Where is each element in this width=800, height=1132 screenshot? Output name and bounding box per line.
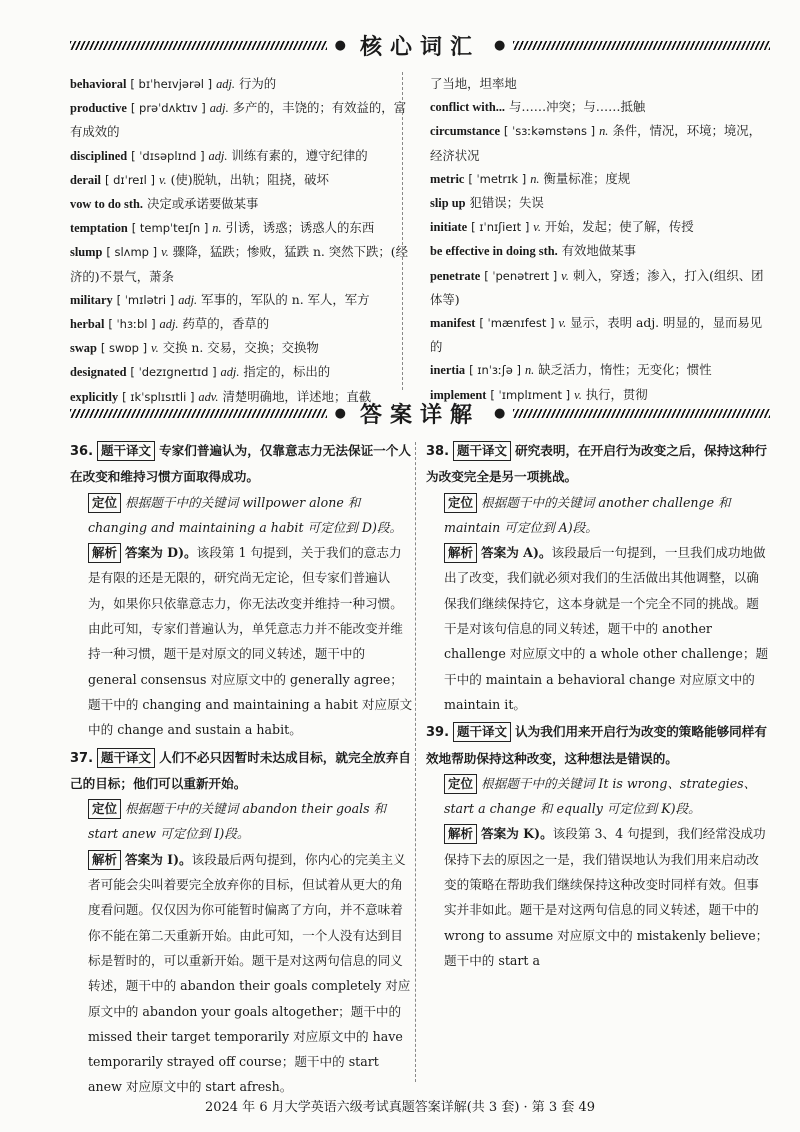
vocab-entry: [70, 168, 410, 192]
column-divider: [415, 442, 416, 1082]
analysis-text: 该段最后一句提到，一旦我们成功地做出了改变，我们就必须对我们的生活做出其他调整，以确保我们继续保持它，这本身就是一个完全不同的挑战。题干是对该句信息的同义转述，题干中的 another challenge 对应原文中的 a whole other challenge；题干中的 maintain a behavioral change 对应原文中的 maintain it。: [444, 545, 769, 712]
vocab-entry: [70, 312, 410, 336]
vocab-def: 条件，情况，环境；境况，经济状况: [430, 123, 762, 163]
vocab-def: 训练有素的，遵守纪律的: [231, 147, 368, 163]
vocab-phon: [ ɪkˈsplɪsɪtli ]: [122, 389, 195, 404]
vocab-entry: [70, 72, 410, 96]
vocab-pos: adj.: [209, 101, 229, 116]
hatch-right: [513, 41, 770, 50]
section-header-answers: [70, 396, 770, 430]
vocab-def: 清楚明确地，详述地；直截: [222, 388, 372, 404]
question-translation: 认为我们用来开启行为改变的策略能够同样有效地帮助保持这种改变，这种想法是错误的。: [426, 724, 767, 766]
vocab-phon: [ ˈɪmplɪment ]: [490, 387, 571, 402]
vocab-entry: [430, 311, 770, 358]
vocab-pos: v.: [558, 316, 567, 331]
column-divider: [402, 72, 403, 390]
vocab-def: 执行，贯彻: [585, 386, 648, 402]
vocab-def: 与……冲突；与……抵触: [508, 99, 646, 115]
vocab-pos: adj.: [220, 365, 240, 380]
vocab-def: 开始，发起；使了解，传授: [544, 219, 694, 235]
vocab-word: manifest: [430, 316, 476, 331]
vocab-column-left: [70, 72, 410, 404]
answer-text: 答案为 I)。: [125, 851, 192, 867]
answer-column-left: [70, 438, 414, 1102]
question-translation: 专家们普遍认为，仅靠意志力无法保证一个人在改变和维持习惯方面取得成功。: [70, 443, 411, 485]
hatch-left: [70, 409, 327, 418]
analysis-label: 解析: [444, 543, 477, 563]
bullet-icon: ●: [334, 405, 346, 421]
answer-column-right: [426, 438, 770, 1102]
page-footer: 2024 年 6 月大学英语六级考试真题答案详解(共 3 套) · 第 3 套 49: [204, 1100, 596, 1115]
vocab-def: 显示，表明 adj. 明显的，显而易见的: [430, 315, 763, 355]
vocab-word: metric: [430, 171, 465, 186]
vocab-word: slip up: [430, 196, 466, 211]
vocab-word: explicitly: [70, 389, 119, 404]
vocab-def: 指定的，标出的: [243, 364, 331, 380]
vocab-pos: adj.: [178, 292, 198, 307]
analysis-text: 该段最后两句提到，你内心的完美主义者可能会尖叫着要完全放弃你的目标，但试着从更大的角度看问题。仅仅因为你可能暂时偏离了方向，并不意味着你不能在第二天重新开始。由此可知，一个人没有达到目标是暂时的，可以重新开始。题干是对这两句信息的同义转述，题干中的 abandon their goals completely 对应原文中的 abandon your goals altogether；题干中的 missed their target temporarily 对应原文中的 have temporarily strayed off course；题干中的 start anew 对应原文中的 start afresh。: [88, 851, 411, 1095]
vocab-def: 药草的，香草的: [182, 316, 270, 332]
hatch-right: [513, 409, 770, 418]
bullet-icon: ●: [494, 37, 506, 53]
vocab-phon: [ bɪˈheɪvjərəl ]: [130, 77, 213, 91]
question-36: 36. 题干译文 专家们普遍认为，仅靠意志力无法保证一个人在改变和维持习惯方面取得成功。 定位 根据题干中的关键词 willpower alone 和 changing and maintaining a habit 可定位到 D)段。 解析 答案为 D)。该段第 1 句提到，关于我们的意志力是有限的还是无限的，研究尚无定论，但专家们普遍认为，如果你只依靠意志力，你无法改变并维持一种习惯。由此可知，专家们普遍认为，单凭意志力并不能改变并维持一种习惯，题干是对原文的同义转述，题干中的 general consensus 对应原文中的 generally agree；题干中的 changing and maintaining a habit 对应原文中的 change and sustain a habit。: [70, 443, 413, 738]
vocab-pos: v.: [151, 341, 159, 356]
answer-text: 答案为 D)。: [125, 545, 197, 561]
question-38: 38. 题干译文 研究表明，在开启行为改变之后，保持这种行为改变完全是另一项挑战。 定位 根据题干中的关键词 another challenge 和 maintain 可定位到 A)段。 解析 答案为 A)。该段最后一句提到，一旦我们成功地做出了改变，我们就必须对我们的生活做出其他调整，以确保我们继续保持它，这本身就是一个完全不同的挑战。题干是对该句信息的同义转述，题干中的 another challenge 对应原文中的 a whole other challenge；题干中的 maintain a behavioral change 对应原文中的 maintain it。: [426, 443, 769, 712]
vocab-phon: [ prəˈdʌktɪv ]: [130, 101, 206, 116]
vocab-column-right: [430, 72, 770, 402]
vocab-phon: [ ˈmɪlətri ]: [116, 292, 175, 307]
vocab-phon: [ ˈhɜːbl ]: [108, 317, 156, 332]
analysis-text: 该段第 3、4 句提到，我们经常没成功保持下去的原因之一是，我们错误地认为我们用来启动改变的策略在帮助我们继续保持这种改变时同样有效。但事实并非如此。题干是对这两句信息的同义转述，题干中的 wrong to assume 对应原文中的 mistakenly believe；题干中的 start a: [444, 826, 769, 968]
vocab-def: 军事的，军队的 n. 军人，军方: [201, 291, 370, 307]
vocab-def: 引诱，诱惑；诱惑人的东西: [225, 220, 375, 236]
section-header-vocab: [70, 28, 770, 62]
vocab-phon: [ ˈmænɪfest ]: [479, 316, 555, 331]
vocab-list: [70, 72, 770, 404]
vocab-word: penetrate: [430, 268, 481, 283]
locate-text: 根据题干中的关键词 willpower alone 和 changing and maintaining a habit 可定位到 D)段。: [88, 494, 403, 535]
vocab-entry: [430, 358, 770, 382]
vocab-phon: [ ˈmetrɪk ]: [468, 171, 527, 186]
translation-label: 题干译文: [97, 441, 155, 461]
analysis-text: 该段第 1 句提到，关于我们的意志力是有限的还是无限的，研究尚无定论，但专家们普遍认为，如果你只依靠意志力，你无法改变并维持一种习惯。由此可知，专家们普遍认为，单凭意志力并不能改变并维持一种习惯，题干是对原文的同义转述，题干中的 general consensus 对应原文中的 generally agree；题干中的 changing and maintaining a habit 对应原文中的 change and sustain a habit。: [88, 545, 413, 738]
vocab-phon: [ slʌmp ]: [106, 245, 158, 260]
bullet-icon: ●: [494, 405, 506, 421]
vocab-entry: [70, 360, 410, 384]
vocab-entry: [70, 144, 410, 168]
locate-text: 根据题干中的关键词 It is wrong、strategies、start a change 和 equally 可定位到 K)段。: [444, 775, 757, 817]
locate-text: 根据题干中的关键词 another challenge 和 maintain 可定位到 A)段。: [444, 494, 731, 535]
vocab-word: vow to do sth.: [70, 197, 143, 212]
vocab-entry: [70, 240, 410, 287]
vocab-continuation: 了当地，坦率地: [430, 76, 517, 91]
locate-label: 定位: [444, 774, 477, 794]
vocab-pos: v.: [533, 220, 541, 235]
section-title-answers: 答案详解: [360, 402, 481, 428]
vocab-entry: [70, 96, 410, 143]
vocab-pos: v.: [574, 387, 582, 402]
vocab-phon: [ dɪˈreɪl ]: [104, 172, 155, 187]
vocab-phon: [ tempˈteɪʃn ]: [131, 221, 209, 236]
vocab-word: implement: [430, 387, 487, 402]
vocab-pos: v.: [561, 268, 569, 283]
vocab-word: derail: [70, 172, 101, 187]
vocab-def: 有效地做某事: [561, 243, 636, 259]
locate-label: 定位: [444, 493, 477, 513]
vocab-def: 刺入，穿透；渗入，打入(组织、团体等): [430, 267, 764, 307]
vocab-entry: [430, 191, 770, 215]
vocab-def: 决定或承诺要做某事: [146, 196, 259, 212]
vocab-entry: [70, 216, 410, 240]
question-translation: 人们不必只因暂时未达成目标，就完全放弃自己的目标；他们可以重新开始。: [70, 749, 411, 791]
vocab-word: productive: [70, 101, 127, 116]
vocab-word: initiate: [430, 220, 468, 235]
vocab-phon: [ ˈpenətreɪt ]: [484, 268, 558, 283]
vocab-word: swap: [70, 341, 97, 356]
vocab-word: conflict with...: [430, 100, 506, 115]
vocab-phon: [ swɒp ]: [100, 341, 148, 356]
vocab-phon: [ ˈsɜːkəmstəns ]: [503, 124, 596, 139]
bullet-icon: ●: [334, 37, 346, 53]
vocab-word: temptation: [70, 221, 128, 236]
vocab-def: 犯错误；失误: [469, 195, 544, 211]
vocab-pos: n.: [530, 171, 540, 186]
vocab-entry: [70, 336, 410, 360]
locate-label: 定位: [88, 493, 121, 513]
vocab-pos: n.: [212, 221, 222, 236]
vocab-def: 交换 n. 交易，交换；交换物: [162, 340, 319, 356]
translation-label: 题干译文: [97, 748, 155, 768]
vocab-phon: [ ɪˈnɪʃieɪt ]: [471, 220, 530, 235]
analysis-label: 解析: [88, 543, 121, 563]
vocab-def: 行为的: [238, 76, 277, 91]
locate-label: 定位: [88, 799, 121, 819]
vocab-word: slump: [70, 245, 103, 260]
translation-label: 题干译文: [453, 722, 511, 742]
vocab-pos: v.: [158, 172, 167, 187]
vocab-entry: [70, 192, 410, 216]
analysis-label: 解析: [88, 850, 121, 870]
vocab-word: designated: [70, 365, 127, 380]
vocab-def: 骤降，猛跌；惨败，猛跌 n. 突然下跌；(经济的)不景气，萧条: [70, 244, 408, 284]
vocab-entry: [430, 119, 770, 166]
translation-label: 题干译文: [453, 441, 511, 461]
answer-section: [70, 438, 770, 1102]
analysis-label: 解析: [444, 824, 477, 844]
answer-text: 答案为 K)。: [481, 826, 553, 842]
section-title-vocab: 核心词汇: [360, 34, 481, 60]
vocab-word: military: [70, 292, 113, 307]
vocab-pos: n.: [524, 363, 535, 378]
vocab-def: (使)脱轨，出轨；阻挠，破坏: [170, 171, 329, 187]
answer-text: 答案为 A)。: [481, 545, 552, 561]
locate-text: 根据题干中的关键词 abandon their goals 和 start anew 可定位到 I)段。: [88, 801, 387, 842]
vocab-word: inertia: [430, 363, 466, 378]
vocab-pos: adj.: [208, 148, 228, 163]
vocab-phon: [ ˈdɪsəplɪnd ]: [131, 148, 205, 163]
question-translation: 研究表明，在开启行为改变之后，保持这种行为改变完全是另一项挑战。: [426, 443, 767, 485]
vocab-def: 缺乏活力，惰性；无变化；惯性: [538, 362, 712, 378]
vocab-pos: adv.: [198, 389, 219, 404]
vocab-def: 多产的，丰饶的；有效益的，富有成效的: [70, 100, 407, 140]
vocab-pos: n.: [599, 124, 609, 139]
vocab-phon: [ ɪnˈɜːʃə ]: [469, 363, 521, 378]
vocab-pos: adj.: [159, 317, 179, 332]
vocab-word: circumstance: [430, 124, 500, 139]
question-39: 39. 题干译文 认为我们用来开启行为改变的策略能够同样有效地帮助保持这种改变，这种想法是错误的。 定位 根据题干中的关键词 It is wrong、strategies、start a change 和 equally 可定位到 K)段。 解析 答案为 K)。该段第 3、4 句提到，我们经常没成功保持下去的原因之一是，我们错误地认为我们用来启动改变的策略在帮助我们继续保持这种改变时同样有效。但事实并非如此。题干是对这两句信息的同义转述，题干中的 wrong to assume 对应原文中的 mistakenly believe；题干中的 start a: [426, 724, 769, 968]
hatch-left: [70, 41, 327, 50]
vocab-word: disciplined: [70, 148, 128, 163]
vocab-entry: [70, 288, 410, 312]
vocab-entry: [430, 264, 770, 311]
vocab-def: 衡量标准；度规: [543, 170, 631, 186]
vocab-entry: [430, 239, 770, 263]
vocab-pos: adj.: [216, 77, 236, 91]
vocab-word: behavioral: [70, 77, 127, 91]
vocab-word: herbal: [70, 317, 105, 332]
vocab-entry: [430, 167, 770, 191]
vocab-phon: [ ˈdezɪgneɪtɪd ]: [130, 365, 217, 380]
vocab-entry: [430, 95, 770, 119]
question-37: 37. 题干译文 人们不必只因暂时未达成目标，就完全放弃自己的目标；他们可以重新开始。 定位 根据题干中的关键词 abandon their goals 和 start anew 可定位到 I)段。 解析 答案为 I)。该段最后两句提到，你内心的完美主义者可能会尖叫着要完全放弃你的目标，但试着从更大的角度看问题。仅仅因为你可能暂时偏离了方向，并不意味着你不能在第二天重新开始。由此可知，一个人没有达到目标是暂时的，可以重新开始。题干是对这两句信息的同义转述，题干中的 abandon their goals completely 对应原文中的 abandon your goals altogether；题干中的 missed their target temporarily 对应原文中的 have temporarily strayed off course；题干中的 start anew 对应原文中的 start afresh。: [70, 749, 411, 1095]
vocab-pos: v.: [161, 245, 169, 260]
vocab-entry: [430, 215, 770, 239]
vocab-word: be effective in doing sth.: [430, 244, 558, 259]
